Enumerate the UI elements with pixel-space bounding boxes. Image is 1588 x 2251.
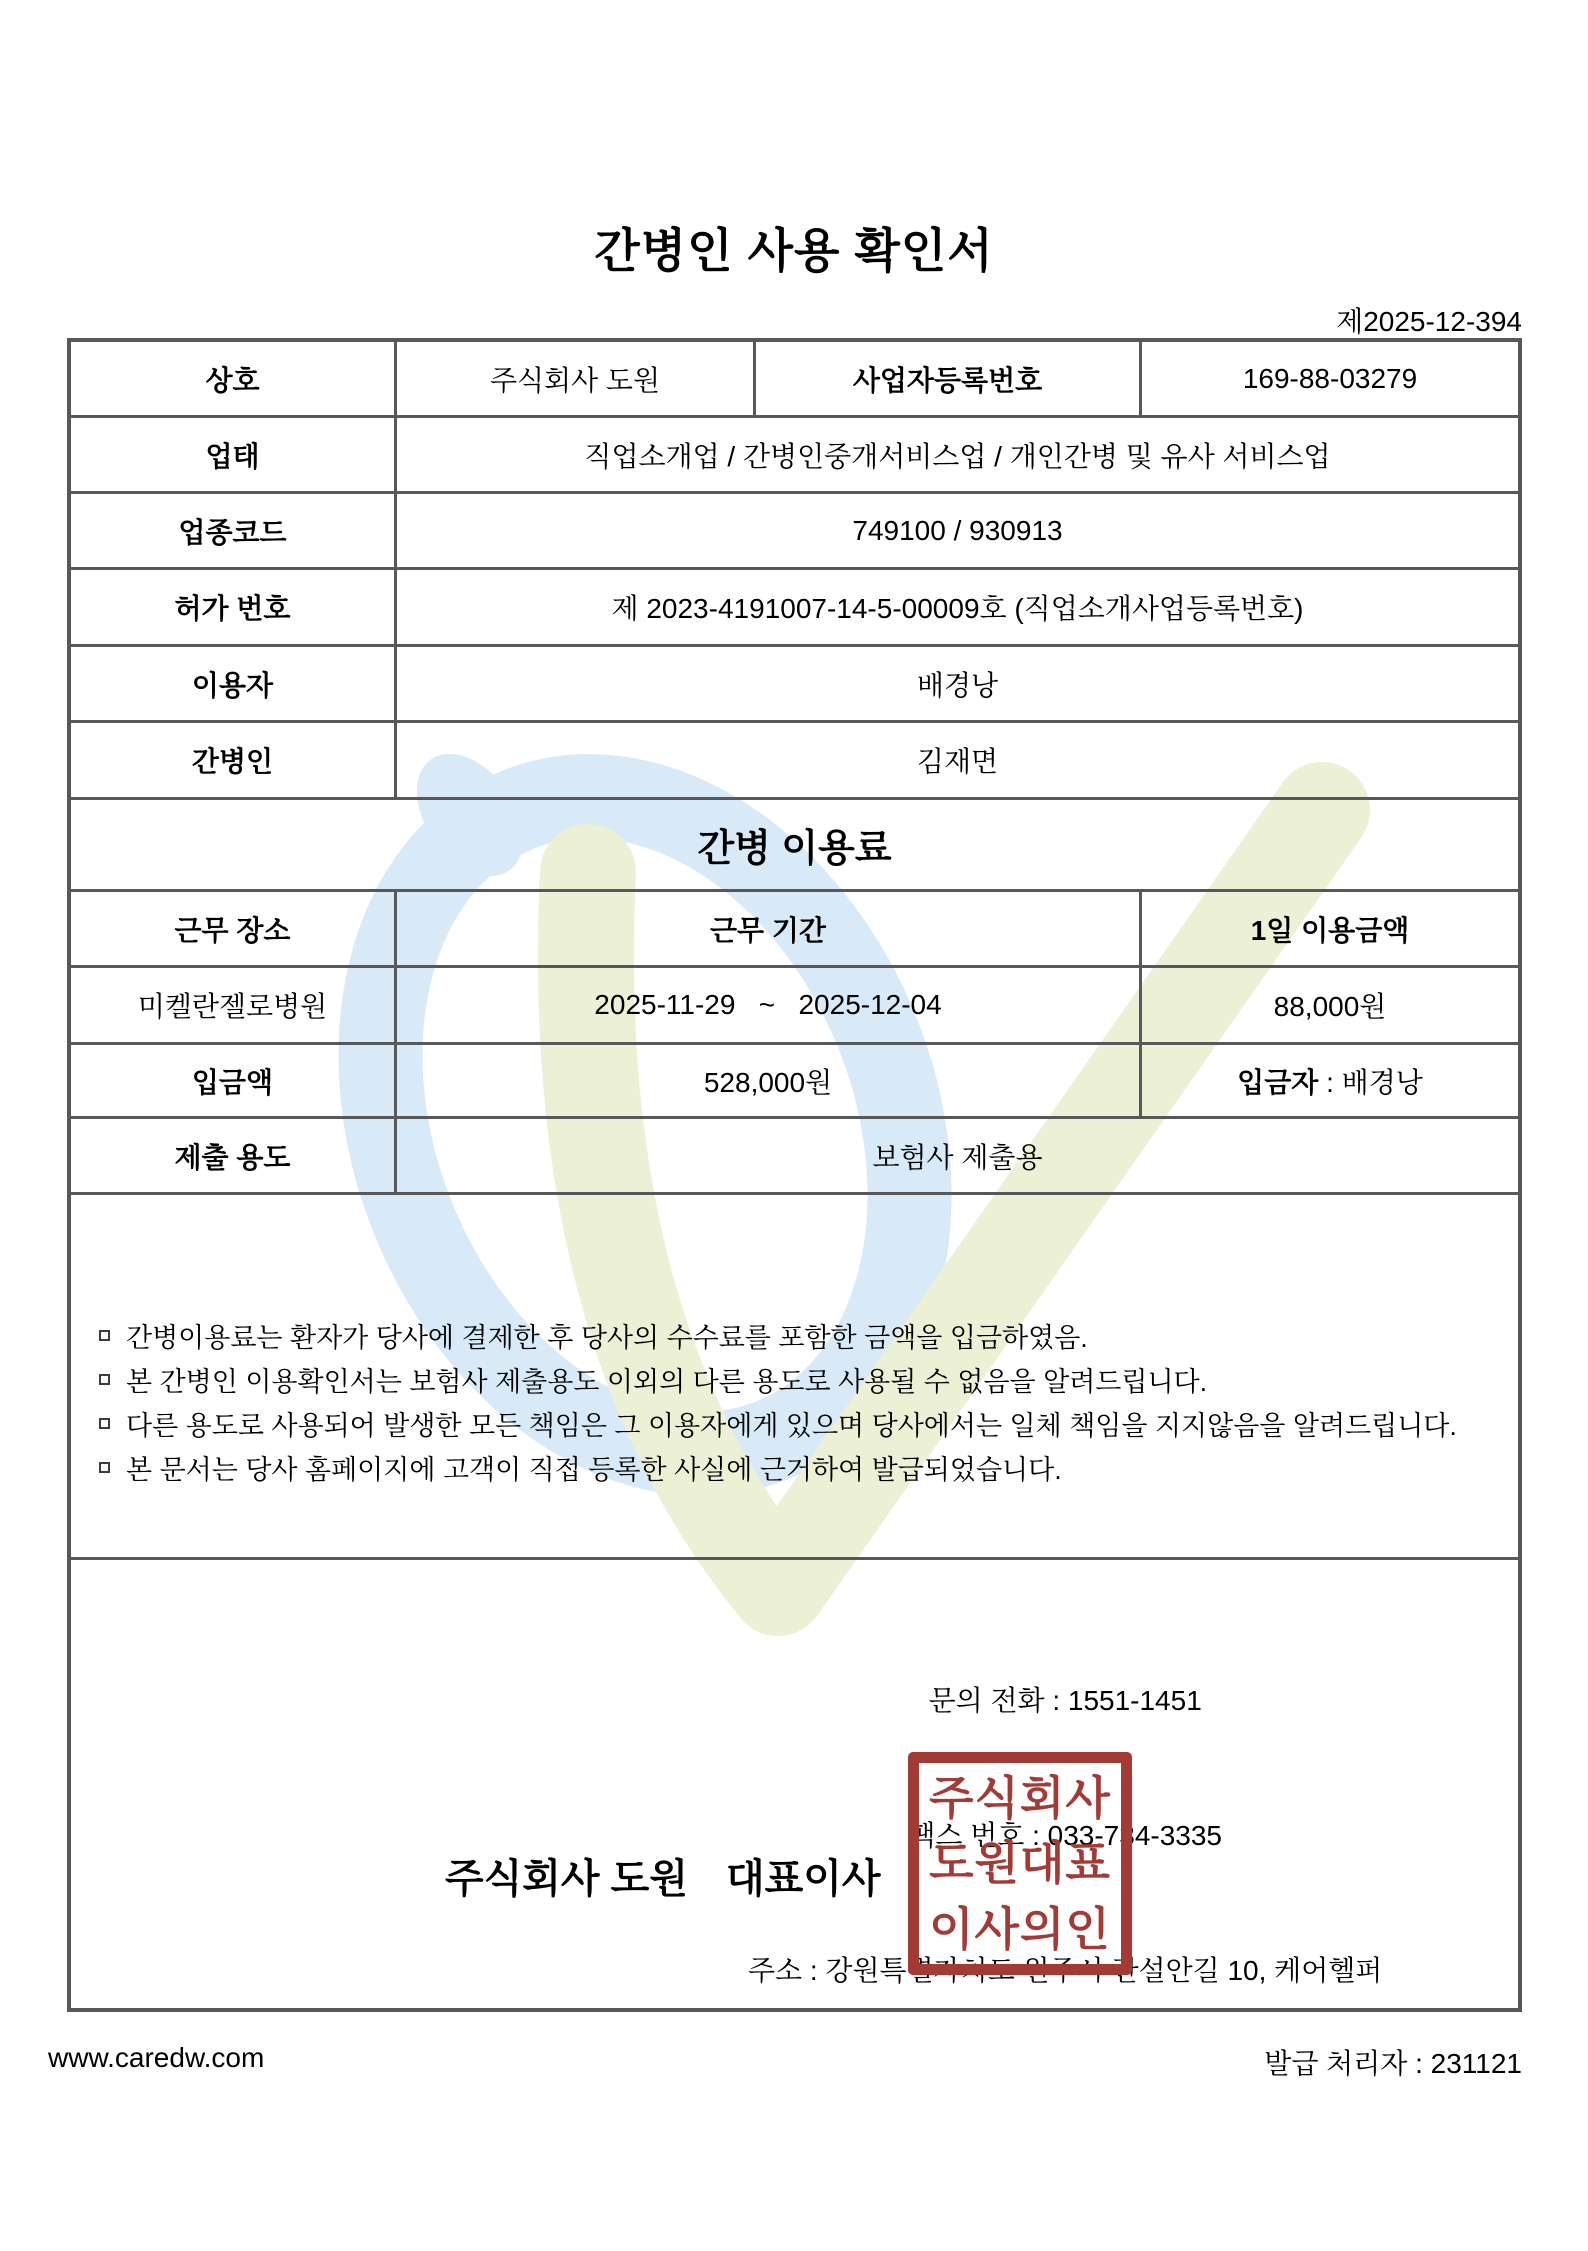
square-bullet-icon bbox=[99, 1330, 110, 1341]
document-number: 제2025-12-394 bbox=[1336, 306, 1522, 337]
contact-address: 주소 : 강원특별자치도 원주시 관설안길 10, 케어헬퍼 bbox=[748, 1955, 1383, 1986]
caregiver-value: 김재면 bbox=[394, 723, 1518, 797]
notes-cell bbox=[71, 1195, 1518, 1557]
license-value: 제 2023-4191007-14-5-00009호 (직업소개사업등록번호) bbox=[394, 570, 1518, 644]
note-text: 다른 용도로 사용되어 발생한 모든 책임은 그 이용자에게 있으며 당사에서는 일체 책임을 지지않음을 알려드립니다. bbox=[126, 1410, 1457, 1441]
note-text: 본 간병인 이용확인서는 보험사 제출용도 이외의 다른 용도로 사용될 수 없음을 알려드립니다. bbox=[126, 1366, 1208, 1397]
confirmation-table bbox=[67, 338, 1522, 2012]
page-title: 간병인 사용 확인서 bbox=[594, 224, 994, 277]
work-place-label: 근무 장소 bbox=[174, 914, 291, 946]
bizname-label: 상호 bbox=[205, 364, 260, 396]
issuer-representative: 대표이사 bbox=[725, 1857, 881, 1901]
contact-fax: 팩스 번호 : 033-734-3335 bbox=[908, 1820, 1223, 1851]
table-row-bizcode bbox=[71, 491, 1518, 567]
table-row-issuer bbox=[71, 1557, 1518, 2008]
issuer-company: 주식회사 도원 bbox=[445, 1857, 688, 1901]
biztype-value: 직업소개업 / 간병인중개서비스업 / 개인간병 및 유사 서비스업 bbox=[394, 418, 1518, 491]
license-label: 허가 번호 bbox=[174, 593, 291, 624]
bizcode-value: 749100 / 930913 bbox=[394, 494, 1518, 567]
table-row-license bbox=[71, 567, 1518, 644]
table-row-purpose bbox=[71, 1116, 1518, 1192]
table-row-notes bbox=[71, 1192, 1518, 1557]
table-row-user bbox=[71, 644, 1518, 720]
deposit-label: 입금액 bbox=[191, 1066, 274, 1098]
table-row-caregiver bbox=[71, 720, 1518, 797]
seal-text-row: 주식회사 bbox=[929, 1771, 1111, 1824]
depositor-cell bbox=[1139, 1045, 1518, 1116]
fee-section-title: 간병 이용료 bbox=[697, 828, 892, 870]
contact-phone: 문의 전화 : 1551-1451 bbox=[928, 1685, 1202, 1716]
user-value: 배경낭 bbox=[394, 647, 1518, 720]
daily-fee-label: 1일 이용금액 bbox=[1139, 892, 1518, 965]
bizname-value: 주식회사 도원 bbox=[394, 342, 753, 415]
website-url: www.caredw.com bbox=[48, 2042, 265, 2073]
daily-fee-value: 88,000원 bbox=[1139, 968, 1518, 1042]
regno-value: 169-88-03279 bbox=[1139, 342, 1518, 415]
table-row-deposit bbox=[71, 1042, 1518, 1116]
deposit-value: 528,000원 bbox=[394, 1045, 1139, 1116]
bizcode-label: 업종코드 bbox=[178, 516, 287, 548]
square-bullet-icon bbox=[99, 1418, 110, 1429]
note-text: 본 문서는 당사 홈페이지에 고객이 직접 등록한 사실에 근거하여 발급되었습니다. bbox=[126, 1454, 1062, 1485]
work-place-value: 미켈란젤로병원 bbox=[137, 991, 328, 1022]
note-item bbox=[95, 1445, 1498, 1489]
table-row-fee-data bbox=[71, 965, 1518, 1042]
work-period-value: 2025-11-29 ~ 2025-12-04 bbox=[394, 968, 1139, 1042]
issuer-cell bbox=[71, 1560, 1518, 2008]
square-bullet-icon bbox=[99, 1462, 110, 1473]
work-period-label: 근무 기간 bbox=[394, 892, 1139, 965]
representative-line bbox=[445, 1847, 881, 1904]
note-item bbox=[95, 1313, 1498, 1357]
biztype-label: 업태 bbox=[205, 440, 260, 472]
purpose-label: 제출 용도 bbox=[174, 1141, 291, 1173]
table-row-fee-header bbox=[71, 889, 1518, 965]
square-bullet-icon bbox=[99, 1374, 110, 1385]
regno-label: 사업자등록번호 bbox=[753, 342, 1139, 415]
note-item bbox=[95, 1357, 1498, 1401]
purpose-value: 보험사 제출용 bbox=[394, 1119, 1518, 1192]
note-item bbox=[95, 1401, 1498, 1445]
issued-by: 발급 처리자 : 231121 bbox=[1264, 2048, 1522, 2079]
table-row-bizname bbox=[71, 342, 1518, 415]
note-text: 간병이용료는 환자가 당사에 결제한 후 당사의 수수료를 포함한 금액을 입금하였음. bbox=[126, 1322, 1088, 1353]
table-row-fee-section bbox=[71, 797, 1518, 889]
corporate-seal-stamp bbox=[908, 1752, 1132, 1975]
table-row-biztype bbox=[71, 415, 1518, 491]
user-label: 이용자 bbox=[191, 669, 274, 701]
caregiver-label: 간병인 bbox=[191, 746, 274, 777]
depositor-value: : 배경낭 bbox=[1318, 1066, 1423, 1098]
depositor-label: 입금자 bbox=[1237, 1066, 1319, 1098]
seal-text-row: 도원대표 bbox=[929, 1837, 1111, 1890]
seal-text-row: 이사의인 bbox=[929, 1903, 1111, 1956]
